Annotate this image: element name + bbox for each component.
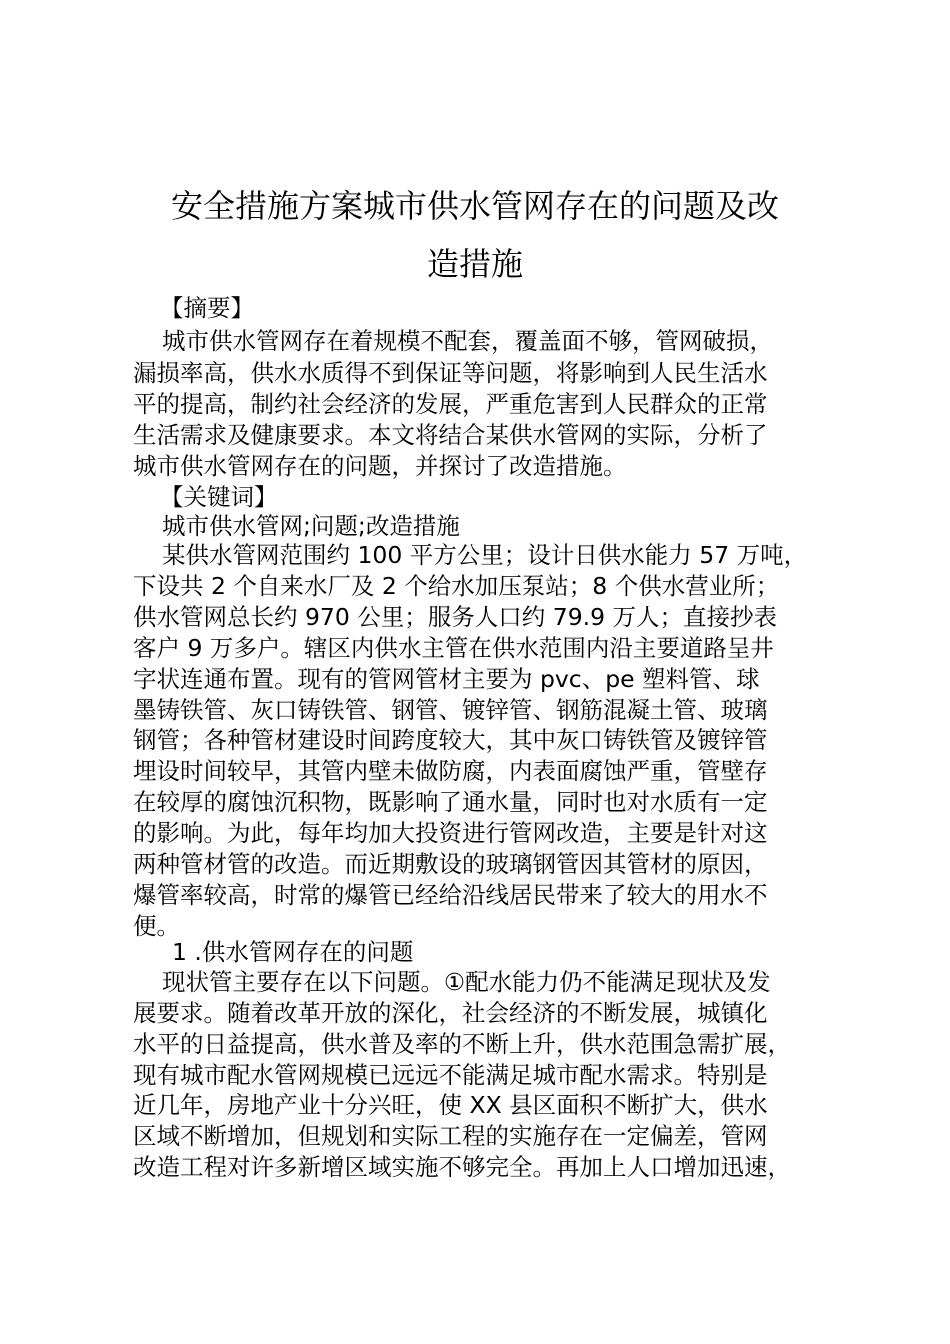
intro-line: 下设共 2 个自来水厂及 2 个给水加压泵站；8 个供水营业所； [133,572,780,600]
keywords-heading: 【关键词】 [160,483,278,511]
abstract-line: 平的提高，制约社会经济的发展，严重危害到人民群众的正常 [133,390,768,418]
abstract-line: 城市供水管网存在的问题，并探讨了改造措施。 [133,452,627,480]
intro-line: 在较厚的腐蚀沉积物，既影响了通水量，同时也对水质有一定 [133,788,768,816]
abstract-line: 城市供水管网存在着规模不配套，覆盖面不够，管网破损， [162,327,773,355]
keywords-text: 城市供水管网;问题;改造措施 [162,512,460,540]
abstract-heading: 【摘要】 [160,294,254,322]
intro-line: 爆管率较高，时常的爆管已经给沿线居民带来了较大的用水不 [133,881,768,909]
intro-line: 供水管网总长约 970 公里；服务人口约 79.9 万人；直接抄表 [133,603,778,631]
intro-line: 钢管；各种管材建设时间跨度较大，其中灰口铸铁管及镀锌管 [133,726,768,754]
section-1-line: 现状管主要存在以下问题。①配水能力仍不能满足现状及发 [162,968,771,996]
intro-line: 的影响。为此，每年均加大投资进行管网改造，主要是针对这 [133,819,768,847]
intro-line: 埋设时间较早，其管内壁未做防腐，内表面腐蚀严重，管壁存 [133,757,768,785]
intro-line: 字状连通布置。现有的管网管材主要为 pvc、pe 塑料管、球 [133,665,760,693]
abstract-line: 漏损率高，供水水质得不到保证等问题，将影响到人民生活水 [133,359,768,387]
abstract-line: 生活需求及健康要求。本文将结合某供水管网的实际，分析了 [133,421,768,449]
intro-line: 客户 9 万多户。辖区内供水主管在供水范围内沿主要道路呈井 [133,634,774,662]
intro-line: 墨铸铁管、灰口铸铁管、钢管、镀锌管、钢筋混凝土管、玻璃 [133,696,768,724]
intro-line: 便。 [133,912,180,940]
section-1-heading: 1 .供水管网存在的问题 [172,938,414,966]
document-title-line-1: 安全措施方案城市供水管网存在的问题及改 [170,187,779,225]
section-1-line: 展要求。随着改革开放的深化，社会经济的不断发展，城镇化 [133,999,768,1027]
intro-line: 某供水管网范围约 100 平方公里；设计日供水能力 57 万吨， [162,541,808,569]
intro-line: 两种管材管的改造。而近期敷设的玻璃钢管因其管材的原因， [133,850,768,878]
document-title-line-2: 造措施 [426,245,523,283]
section-1-line: 现有城市配水管网规模已远远不能满足城市配水需求。特别是 [133,1061,768,1089]
section-1-line: 水平的日益提高，供水普及率的不断上升，供水范围急需扩展， [133,1030,791,1058]
section-1-line: 区域不断增加，但规划和实际工程的实施存在一定偏差，管网 [133,1122,768,1150]
section-1-line: 近几年，房地产业十分兴旺，使 XX 县区面积不断扩大，供水 [133,1091,768,1119]
section-1-line: 改造工程对许多新增区域实施不够完全。再加上人口增加迅速， [133,1153,791,1181]
